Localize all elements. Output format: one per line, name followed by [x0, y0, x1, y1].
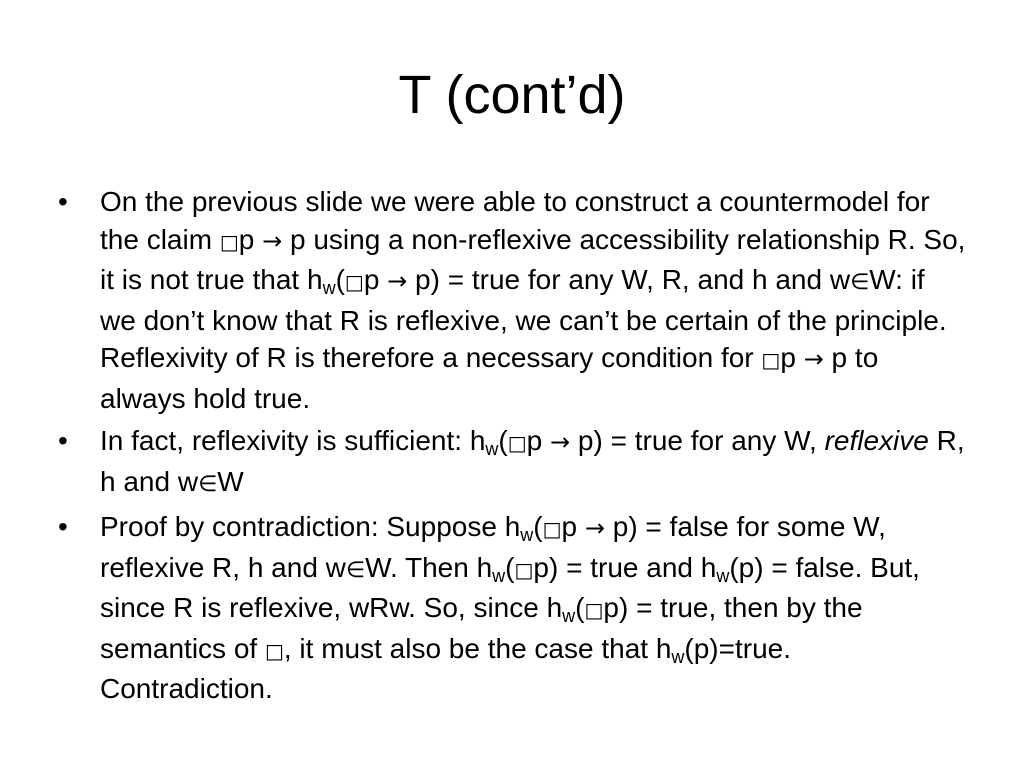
text-run: W. Then h: [365, 551, 493, 583]
box-icon: □: [584, 598, 604, 622]
subscript: w: [485, 439, 499, 459]
arrow-icon: →: [387, 267, 408, 295]
text-run: Proof by contradiction: Suppose h: [100, 511, 521, 542]
text-run: p) = true, then by the semantics of: [100, 592, 863, 664]
bullet-item-1: [56, 183, 966, 417]
box-icon: □: [219, 229, 239, 254]
element-of-icon: ∈: [198, 471, 218, 497]
arrow-icon: →: [803, 345, 824, 373]
box-icon: □: [344, 270, 364, 294]
arrow-icon: →: [584, 514, 605, 542]
text-run: p to always hold true.: [100, 342, 879, 414]
bullet-item-3: [56, 508, 966, 708]
text-run: (: [505, 551, 515, 583]
subscript: w: [322, 278, 336, 298]
text-run: (p) = false. But, since R is reflexive, wRw. So, since h: [100, 551, 920, 623]
bullet-list: [56, 183, 966, 713]
arrow-icon: →: [550, 428, 571, 456]
text-run: p: [363, 264, 388, 295]
subscript: w: [716, 565, 730, 586]
element-of-icon: ∈: [850, 270, 870, 295]
subscript: w: [520, 525, 534, 545]
bullet-icon: •: [58, 425, 68, 456]
emphasis-text: reflexive: [824, 425, 929, 456]
box-icon: □: [264, 638, 284, 663]
bullet-icon: •: [58, 511, 68, 542]
text-run: (: [335, 264, 345, 295]
arrow-icon: →: [262, 226, 283, 255]
text-run: p) = false for some W, reflexive R, h and w: [100, 511, 886, 583]
text-run: p) = true and h: [533, 551, 717, 583]
subscript: w: [492, 565, 506, 586]
box-icon: □: [507, 431, 527, 455]
element-of-icon: ∈: [345, 557, 366, 583]
bullet-item-2: [56, 422, 966, 503]
text-run: p: [780, 342, 804, 373]
box-icon: □: [514, 557, 534, 582]
bullet-icon: •: [58, 186, 68, 217]
subscript: w: [671, 646, 685, 667]
text-run: p) = true for any W,: [570, 425, 825, 456]
text-run: , it must also be the case that h: [283, 632, 672, 664]
text-run: W: if we don’t know that R is reflexive, we can’t be certain of the principle. Reflexivity of R is therefore a necessary condition for: [100, 264, 947, 373]
text-run: W: [217, 465, 244, 497]
text-run: p: [561, 511, 585, 542]
text-run: (: [498, 425, 508, 456]
text-run: p: [238, 223, 263, 255]
text-run: R, h and w: [100, 425, 965, 497]
text-run: (p)=true. Contradiction.: [100, 632, 792, 704]
text-run: On the previous slide we were able to construct a countermodel for the claim: [100, 186, 930, 255]
text-run: p) = true for any W, R, and h and w: [407, 264, 851, 295]
box-icon: □: [761, 348, 781, 372]
slide-title: T (cont’d): [398, 65, 626, 125]
text-run: p: [526, 425, 551, 456]
box-icon: □: [542, 517, 562, 541]
text-run: p using a non-reflexive accessibility relationship R. So, it is not true that h: [100, 223, 966, 295]
text-run: (: [575, 592, 585, 623]
subscript: w: [562, 606, 576, 626]
text-run: (: [533, 511, 543, 542]
text-run: In fact, reflexivity is sufficient: h: [100, 425, 486, 456]
